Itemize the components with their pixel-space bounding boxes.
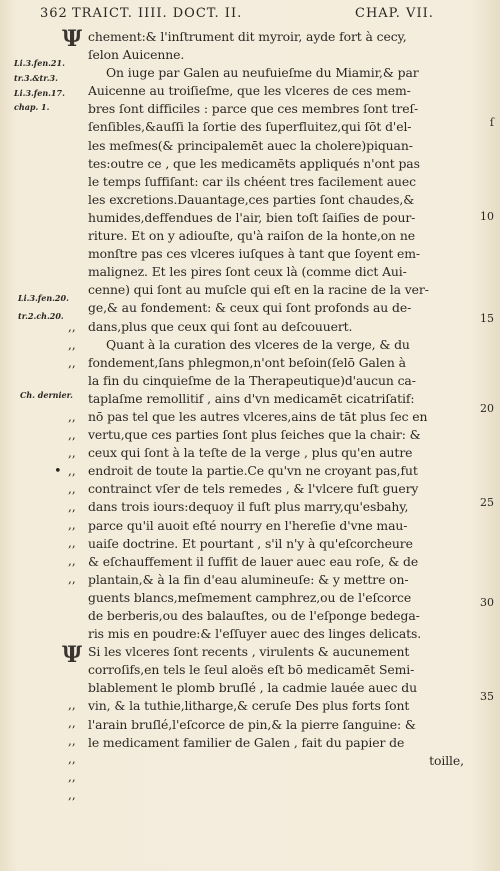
left-margin <box>0 0 88 871</box>
text-line: ge,& au fondement: & ceux qui ſont profonds au de- <box>88 300 412 316</box>
margin-note: Li.3.fen.21. <box>14 58 65 68</box>
text-line: plantain,& à la fin d'eau alumineuſe: & y mettre on- <box>88 571 409 587</box>
text-line: endroit de toute la partie.Ce qu'vn ne croyant pas,fut <box>88 463 418 479</box>
quote-mark: ,, <box>68 698 76 712</box>
text-line: chement:& l'inſtrument dit myroir, ayde fort à cecy, <box>88 29 407 44</box>
text-line: vertu,que ces parties ſont plus ſeiches que la chair: & <box>88 427 421 443</box>
text-line: ris mis en poudre:& l'eſſuyer auec des linges delicats. <box>88 626 422 642</box>
quote-mark: ,, <box>68 788 76 802</box>
line-number: 20 <box>480 402 494 415</box>
line-number: 10 <box>480 210 494 223</box>
pilcrow-icon: Ψ <box>62 26 83 52</box>
line-number: 35 <box>480 690 494 703</box>
quote-mark: ,, <box>68 518 76 532</box>
right-margin <box>468 0 500 871</box>
text-line: taplaſme remollitif , ains d'vn medicamēt cicatriſatif: <box>88 390 415 406</box>
text-line: Quant à la curation des vlceres de la verge, & du <box>106 336 410 352</box>
text-line: ſenſibles,&auſſi la ſortie des ſuperfluitez,qui ſōt d'el- <box>88 119 412 135</box>
text-line: tes:outre ce , que les medicamēts appliqués n'ont pas <box>88 155 420 171</box>
text-line: cenne) qui ſont au muſcle qui eſt en la racine de la ver- <box>88 282 429 298</box>
quote-mark: ,, <box>68 500 76 514</box>
text-line: humides,deffendues de l'air, bien toſt ſaiſies de pour- <box>88 209 416 225</box>
margin-note: tr.3.&tr.3. <box>14 73 58 83</box>
body-text <box>88 28 470 770</box>
quote-mark: ,, <box>68 752 76 766</box>
quote-mark: ,, <box>68 428 76 442</box>
margin-note: Li.3.fen.20. <box>18 293 69 303</box>
quote-mark: ,, <box>68 734 76 748</box>
text-line: ſelon Auicenne. <box>88 47 185 63</box>
text-line: les meſmes(& principalemēt auec la cholere)piquan- <box>88 137 413 153</box>
quote-mark: ,, <box>68 554 76 568</box>
quote-mark: ,, <box>68 356 76 370</box>
text-line: corroſifs,en tels le ſeul aloës eſt bō medicamēt Semi- <box>88 662 415 678</box>
line-number: 30 <box>480 596 494 609</box>
quote-mark: ,, <box>68 338 76 352</box>
text-line: dans,plus que ceux qui ſont au deſcouuert. <box>88 318 353 334</box>
text-line: la fin du cinquieſme de la Therapeutique)d'aucun ca- <box>88 372 416 388</box>
text-line: blablement le plomb bruſlé , la cadmie lauée auec du <box>88 680 417 696</box>
text-line: malignez. Et les pires ſont ceux là (comme dict Aui- <box>88 264 407 280</box>
quote-mark: ,, <box>68 446 76 460</box>
text-line: nō pas tel que les autres vlceres,ains de tāt plus ſec en <box>88 408 428 424</box>
pilcrow-icon: Ψ <box>62 642 83 668</box>
text-line: fondement,ſans phlegmon,n'ont beſoin(ſelō Galen à <box>88 354 406 370</box>
quote-mark: ,, <box>68 410 76 424</box>
quote-mark: ,, <box>68 716 76 730</box>
text-line: de berberis,ou des balauſtes, ou de l'eſponge bedega- <box>88 608 420 623</box>
quote-mark: ,, <box>68 482 76 496</box>
margin-note: tr.2.ch.20. <box>18 311 64 321</box>
text-line: riture. Et on y adiouſte, qu'à raiſon de la honte,on ne <box>88 228 415 244</box>
quote-mark: ,, <box>68 320 76 334</box>
text-line: le temps ſuffiſant: car ils chéent tres facilement auec <box>88 173 416 189</box>
chapter-heading: CHAP. VII. <box>355 6 434 21</box>
margin-note: Ch. dernier. <box>20 390 73 400</box>
text-line: dans trois iours:dequoy il fuſt plus marry,qu'esbahy, <box>88 499 409 515</box>
margin-note: Li.3.fen.17. <box>14 88 65 98</box>
quote-mark: ,, <box>68 536 76 550</box>
text-line: uaiſe doctrine. Et pourtant , s'il n'y à qu'eſcorcheure <box>88 535 413 551</box>
text-line: l'arain bruſlé,l'eſcorce de pin,& la pierre ſanguine: & <box>88 716 416 732</box>
text-line: le medicament familier de Galen , fait du papier de <box>88 734 405 750</box>
bullet-icon: • <box>54 464 62 479</box>
text-line: ceux qui ſont à la teſte de la verge , plus qu'en autre <box>88 445 413 461</box>
quote-mark: ,, <box>68 464 76 478</box>
line-number: ſ <box>489 116 494 129</box>
text-line: les excretions.Dauantage,ces parties ſont chaudes,& <box>88 191 415 207</box>
text-line: parce qu'il auoit eſté nourry en l'hereſie d'vne mau- <box>88 517 408 533</box>
text-line: bres ſont difficiles : parce que ces membres ſont treſ- <box>88 101 419 117</box>
text-line: toille, <box>429 752 464 768</box>
page-number: 362 <box>40 6 68 21</box>
text-line: On iuge par Galen au neufuieſme du Miamir,& par <box>106 65 419 81</box>
text-line: contrainct vſer de tels remedes , & l'vlcere fuſt guery <box>88 481 419 497</box>
text-line: & eſchauffement il ſuffit de lauer auec eau roſe, & de <box>88 553 419 569</box>
line-number: 25 <box>480 496 494 509</box>
margin-note: chap. 1. <box>14 102 50 112</box>
text-line: vin, & la tuthie,litharge,& ceruſe Des plus forts ſont <box>88 698 410 714</box>
text-line: monſtre pas ces vlceres iuſques à tant que ſoyent em- <box>88 246 421 262</box>
text-line: Auicenne au troiſieſme, que les vlceres de ces mem- <box>88 83 411 99</box>
running-title: TRAICT. IIII. DOCT. II. <box>72 6 243 21</box>
quote-mark: ,, <box>68 770 76 784</box>
text-line: Si les vlceres ſont recents , virulents & aucunement <box>88 644 410 660</box>
quote-mark: ,, <box>68 572 76 586</box>
line-number: 15 <box>480 312 494 325</box>
text-line: guents blancs,meſmement camphrez,ou de l'eſcorce <box>88 589 412 605</box>
